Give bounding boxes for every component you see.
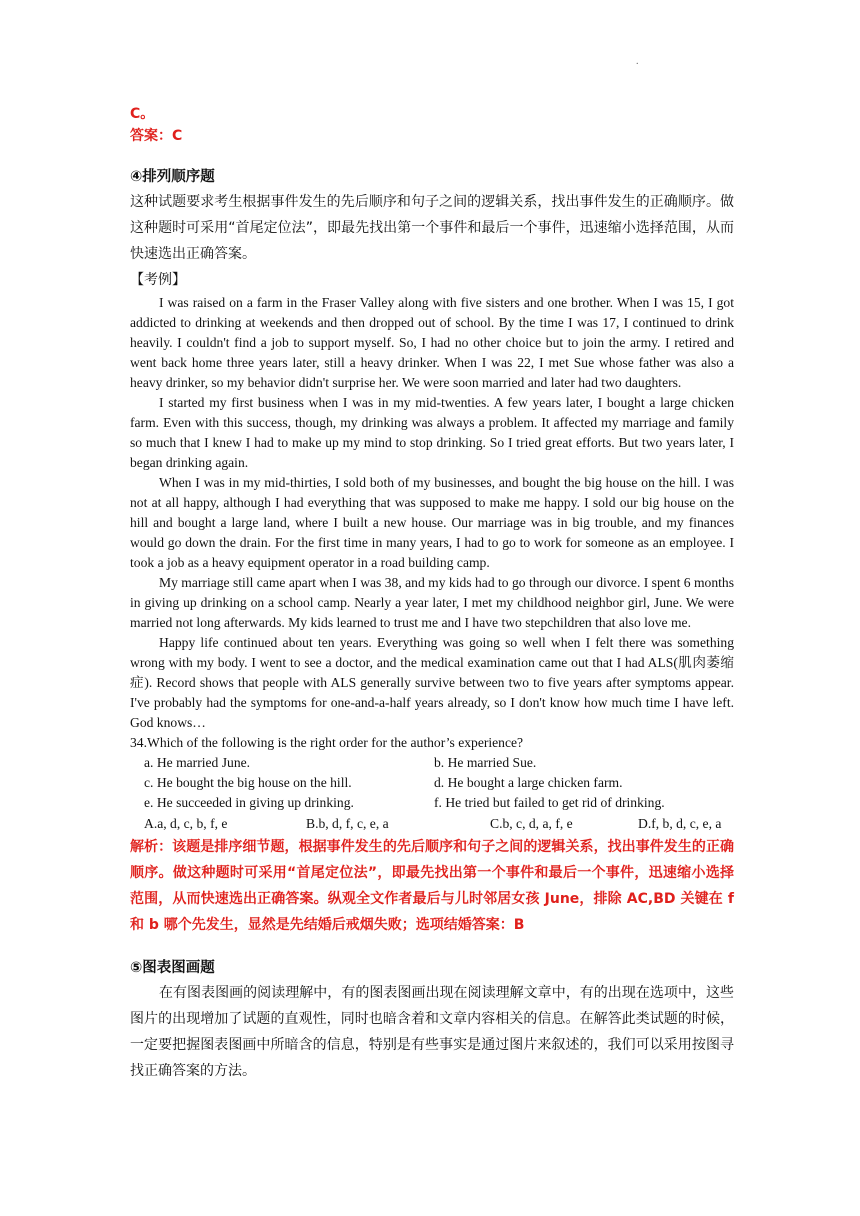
passage-paragraph-1: I was raised on a farm in the Fraser Valley along with five sisters and one brother. When I was 15, I got addicted to drinking at weekends and then dropped out of school. By the time I was 17, I continued to drink heavily. I couldn't find a job to support myself. So, I had no other choice but to join the army. I retired and went back home three years later, still a heavy drinker. When I was 22, I met Sue whose father was also a heavy drinker, so my behavior didn't surprise her. We were soon married and later had two daughters. [130,295,734,390]
question-34: 34.Which of the following is the right order for the author’s experience? [130,735,524,750]
passage-paragraph-5: Happy life continued about ten years. Everything was going so well when I felt there was something wrong with my body. I went to see a doctor, and the medical examination came out that I had ALS(肌肉萎缩症). Record shows that people with ALS generally survive between two to five years after symptoms appear. I've probably had the symptoms for one-and-a-half years already, so I don't know how much time I have left. God knows… [130,635,734,730]
option-d: d. He bought a large chicken farm. [434,775,623,790]
choice-c: C.b, c, d, a, f, e [490,816,573,831]
choice-b: B.b, d, f, c, e, a [306,816,389,831]
choice-d: D.f, b, d, c, e, a [638,816,722,831]
analysis-text: 解析：该题是排序细节题，根据事件发生的先后顺序和句子之间的逻辑关系，找出事件发生的正确顺序。做这种题时可采用“首尾定位法”，即最先找出第一个事件和最后一个事件，迅速缩小选择范围，从而快速选出正确答案。纵观全文作者最后与儿时邻居女孩 June，排除 AC,BD 关键在 f 和 b 哪个先发生，显然是先结婚后戒烟失败；选项结婚答案：B [130,839,734,933]
page-dot-mark: . [636,56,639,67]
previous-option-c: C。 [130,106,155,122]
option-b: b. He married Sue. [434,755,537,770]
section-heading-charts: ⑤图表图画题 [130,960,215,976]
option-row [130,773,734,793]
document-page [130,103,734,1084]
option-f: f. He tried but failed to get rid of drinking. [434,795,665,810]
option-row [130,793,734,813]
passage-paragraph-2: I started my first business when I was in my mid-twenties. A few years later, I bought a large chicken farm. Even with this success, though, my drinking was always a problem. It affected my marriage and family so much that I knew I had to make up my mind to stop drinking. So I tried great efforts. But two years later, I began drinking again. [130,395,734,470]
previous-answer: 答案：C [130,128,183,144]
passage-paragraph-3: When I was in my mid-thirties, I sold both of my businesses, and bought the big house on the hill. I was not at all happy, although I had everything that was supposed to make me happy. I sold our big house on the hill and bought a large land, where I built a new house. Our marriage was in big trouble, and my finances would go down the drain. For the first time in many years, I had to go to work for someone as an employee. I took a job as a heavy equipment operator in a road building camp. [130,475,734,570]
section-intro-ordering: 这种试题要求考生根据事件发生的先后顺序和句子之间的逻辑关系，找出事件发生的正确顺序。做这种题时可采用“首尾定位法”，即最先找出第一个事件和最后一个事件，迅速缩小选择范围，从而快速选出正确答案。 [130,194,734,262]
answer-choices [130,813,734,834]
option-e: e. He succeeded in giving up drinking. [144,795,354,810]
option-c: c. He bought the big house on the hill. [144,775,352,790]
option-a: a. He married June. [144,755,251,770]
section-intro-charts: 在有图表图画的阅读理解中，有的图表图画出现在阅读理解文章中，有的出现在选项中，这些图片的出现增加了试题的直观性，同时也暗含着和文章内容相关的信息。在解答此类试题的时候，一定要把握图表图画中所暗含的信息，特别是有些事实是通过图片来叙述的，我们可以采用按图寻找正确答案的方法。 [130,985,734,1079]
option-row [130,753,734,773]
choice-a: A.a, d, c, b, f, e [144,816,228,831]
section-heading-ordering: ④排列顺序题 [130,169,215,185]
example-label: 【考例】 [130,272,186,288]
passage-paragraph-4: My marriage still came apart when I was 38, and my kids had to go through our divorce. I spent 6 months in giving up drinking on a school camp. Nearly a year later, I met my childhood neighbor girl, June. We were married not long afterwards. My kids learned to trust me and I have two stepchildren that also love me. [130,575,734,630]
